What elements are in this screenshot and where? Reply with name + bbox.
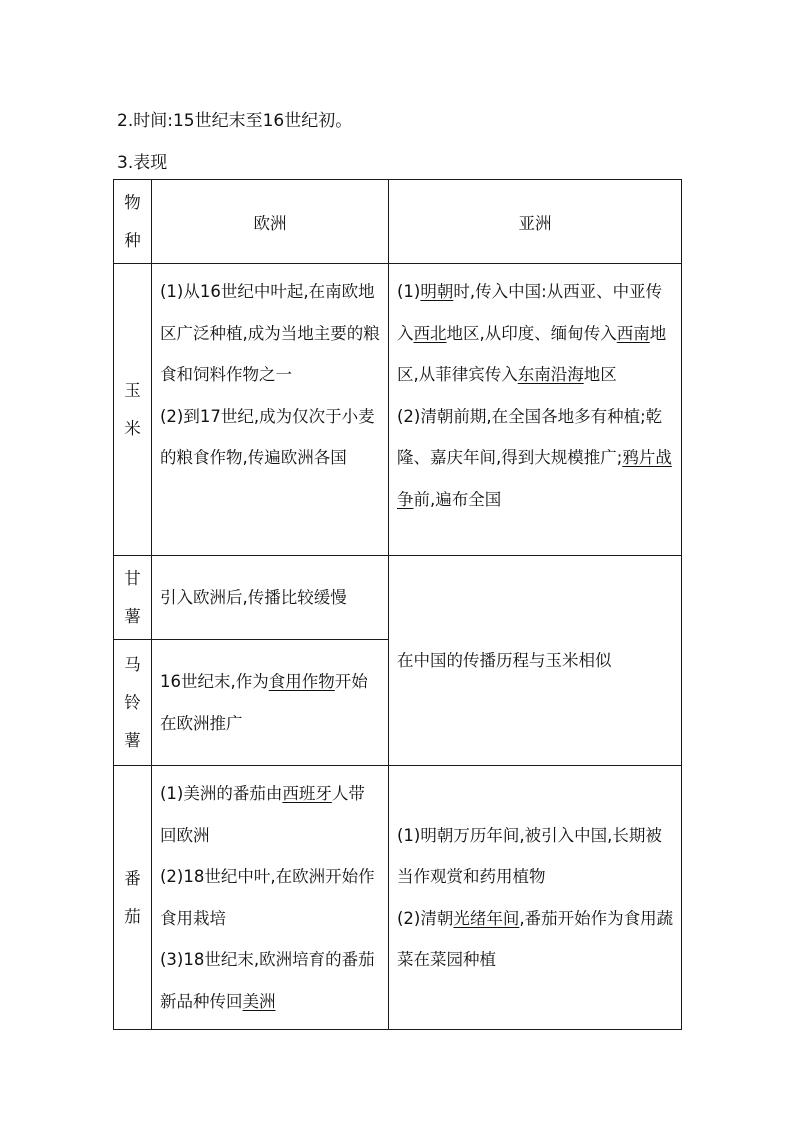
kind-corn [114, 264, 152, 556]
tomato-europe [152, 766, 389, 1030]
underlined-term: 西北 [413, 323, 447, 343]
tomato-europe-p1: (1)美洲的番茄由西班牙人带回欧洲 [160, 784, 365, 845]
kind-char: 番 [124, 868, 141, 888]
tomato-asia-p1: (1)明朝万历年间,被引入中国,长期被当作观赏和药用植物 [397, 825, 662, 886]
crop-spread-table [113, 179, 682, 1030]
kind-char: 马 [124, 654, 141, 674]
row-sweet-potato [114, 556, 682, 640]
time-line: 2.时间:15世纪末至16世纪初。 [117, 111, 353, 131]
kind-char: 薯 [124, 730, 141, 750]
kind-potato [114, 640, 152, 766]
section-heading: 3.表现 [117, 153, 168, 173]
corn-europe [152, 264, 389, 556]
corn-asia [389, 264, 682, 556]
underlined-term: 西南 [616, 323, 650, 343]
kind-char: 铃 [124, 692, 141, 712]
potato-europe: 16世纪末,作为食用作物开始在欧洲推广 [152, 640, 389, 766]
header-europe: 欧洲 [152, 180, 389, 264]
underlined-term: 食用作物 [268, 672, 335, 691]
tomato-europe-p2: (2)18世纪中叶,在欧洲开始作食用栽培 [160, 867, 375, 928]
corn-europe-p2: (2)到17世纪,成为仅次于小麦的粮食作物,传遍欧洲各国 [160, 406, 375, 467]
underlined-term: 西班牙 [282, 784, 332, 803]
header-kind-cell [114, 180, 152, 264]
potato-asia-shared: 在中国的传播历程与玉米相似 [389, 556, 682, 766]
underlined-term: 鸦片战争 [397, 448, 672, 509]
tomato-asia [389, 766, 682, 1030]
row-corn [114, 264, 682, 556]
header-row [114, 180, 682, 264]
kind-char: 茄 [124, 906, 141, 926]
corn-asia-p2: (2)清朝前期,在全国各地多有种植;乾隆、嘉庆年间,得到大规模推广;鸦片战争前,遍布全国 [397, 406, 672, 509]
kind-char: 薯 [124, 606, 141, 626]
underlined-term: 光绪年间 [453, 908, 520, 928]
kind-sweet-potato [114, 556, 152, 640]
header-asia: 亚洲 [389, 180, 682, 264]
kind-char: 甘 [124, 568, 141, 588]
kind-tomato [114, 766, 152, 1030]
row-tomato [114, 766, 682, 1030]
corn-asia-p1: (1)明朝时,传入中国:从西亚、中亚传入西北地区,从印度、缅甸传入西南地区,从菲律宾传入东南沿海地区 [397, 282, 667, 384]
sweet-potato-europe: 引入欧洲后,传播比较缓慢 [152, 556, 389, 640]
kind-char: 玉 [124, 380, 141, 400]
header-kind-char: 物 [124, 192, 141, 212]
underlined-term: 美洲 [242, 991, 276, 1011]
corn-europe-p1: (1)从16世纪中叶起,在南欧地区广泛种植,成为当地主要的粮食和饲料作物之一 [160, 282, 380, 384]
kind-char: 米 [124, 418, 141, 438]
underlined-term: 东南沿海 [517, 365, 584, 384]
tomato-europe-p3: (3)18世纪末,欧洲培育的番茄新品种传回美洲 [160, 950, 375, 1011]
header-kind-char: 种 [124, 230, 141, 250]
underlined-term: 明朝 [420, 282, 454, 301]
tomato-asia-p2: (2)清朝光绪年间,番茄开始作为食用蔬菜在菜园种植 [397, 908, 674, 969]
